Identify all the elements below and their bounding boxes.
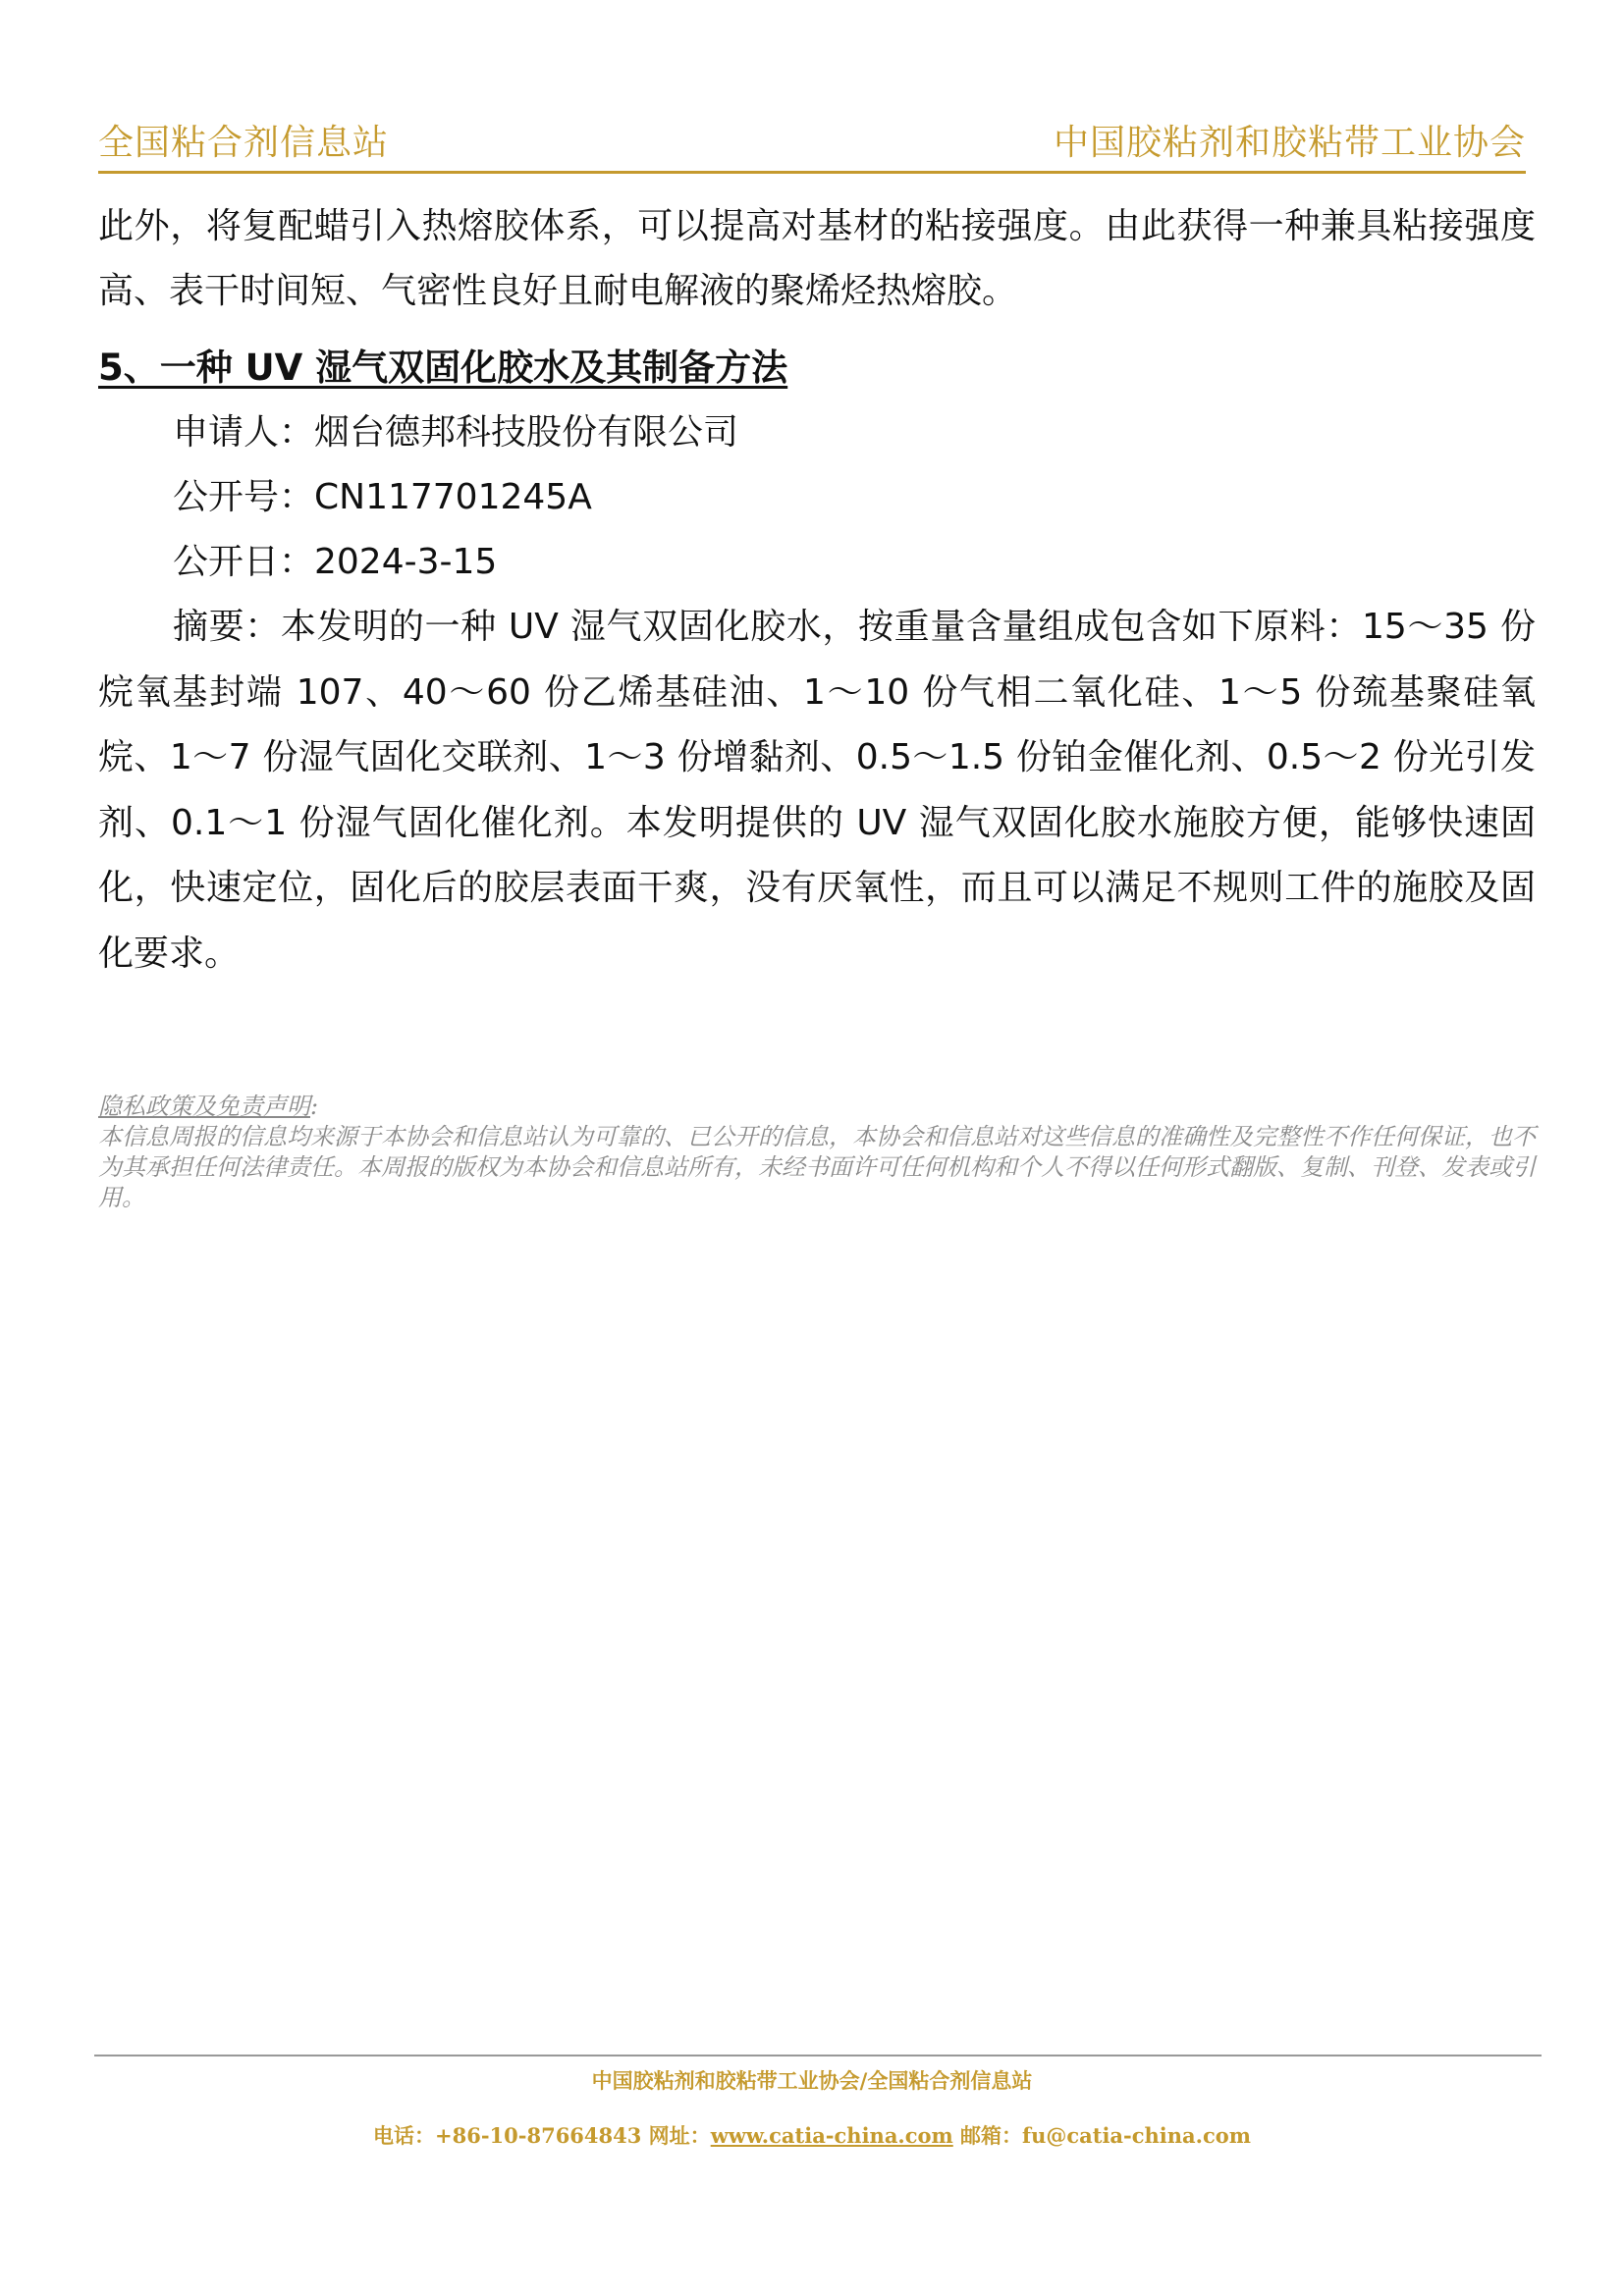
section-heading: 5、一种 UV 湿气双固化胶水及其制备方法	[98, 347, 788, 389]
footer-email: 邮箱：fu@catia-china.com	[952, 2123, 1251, 2148]
footer-divider	[94, 2055, 1542, 2056]
footer-phone: 电话：+86-10-87664843 网址：	[373, 2123, 711, 2148]
header-right-title: 中国胶粘剂和胶粘带工业协会	[1053, 123, 1526, 163]
disclaimer	[98, 1092, 1542, 1213]
disclaimer-title: 隐私政策及免责声明	[98, 1093, 310, 1120]
applicant-line: 申请人：烟台德邦科技股份有限公司	[173, 412, 739, 453]
footer-website-link[interactable]: www.catia-china.com	[710, 2123, 953, 2148]
abstract-paragraph: 摘要：本发明的一种 UV 湿气双固化胶水，按重量含量组成包含如下原料：15～35 份烷氧基封端 107、40～60 份乙烯基硅油、1～10 份气相二氧化硅、1～5 份巯基聚硅氧烷、1～7 份湿气固化交联剂、1～3 份增黏剂、0.5～1.5 份铂金催化剂、0.5～2 份光引发剂、0.1～1 份湿气固化催化剂。本发明提供的 UV 湿气双固化胶水施胶方便，能够快速固化，快速定位，固化后的胶层表面干爽，没有厌氧性，而且可以满足不规则工件的施胶及固化要求。	[98, 607, 1536, 974]
footer-contact	[0, 2120, 1624, 2150]
page-header	[98, 110, 1526, 174]
main-content	[98, 194, 1536, 987]
publication-date-line: 公开日：2024-3-15	[173, 542, 498, 582]
publication-number-line: 公开号：CN117701245A	[173, 477, 592, 517]
disclaimer-body: 本信息周报的信息均来源于本协会和信息站认为可靠的、已公开的信息，本协会和信息站对这些信息的准确性及完整性不作任何保证，也不为其承担任何法律责任。本周报的版权为本协会和信息站所有，未经书面许可任何机构和个人不得以任何形式翻版、复制、刊登、发表或引用。	[98, 1123, 1536, 1211]
disclaimer-title-suffix: :	[310, 1093, 319, 1120]
footer-org: 中国胶粘剂和胶粘带工业协会/全国粘合剂信息站	[591, 2068, 1033, 2093]
header-left-title: 全国粘合剂信息站	[98, 123, 390, 163]
intro-paragraph: 此外，将复配蜡引入热熔胶体系，可以提高对基材的粘接强度。由此获得一种兼具粘接强度高、表干时间短、气密性良好且耐电解液的聚烯烃热熔胶。	[98, 206, 1536, 311]
